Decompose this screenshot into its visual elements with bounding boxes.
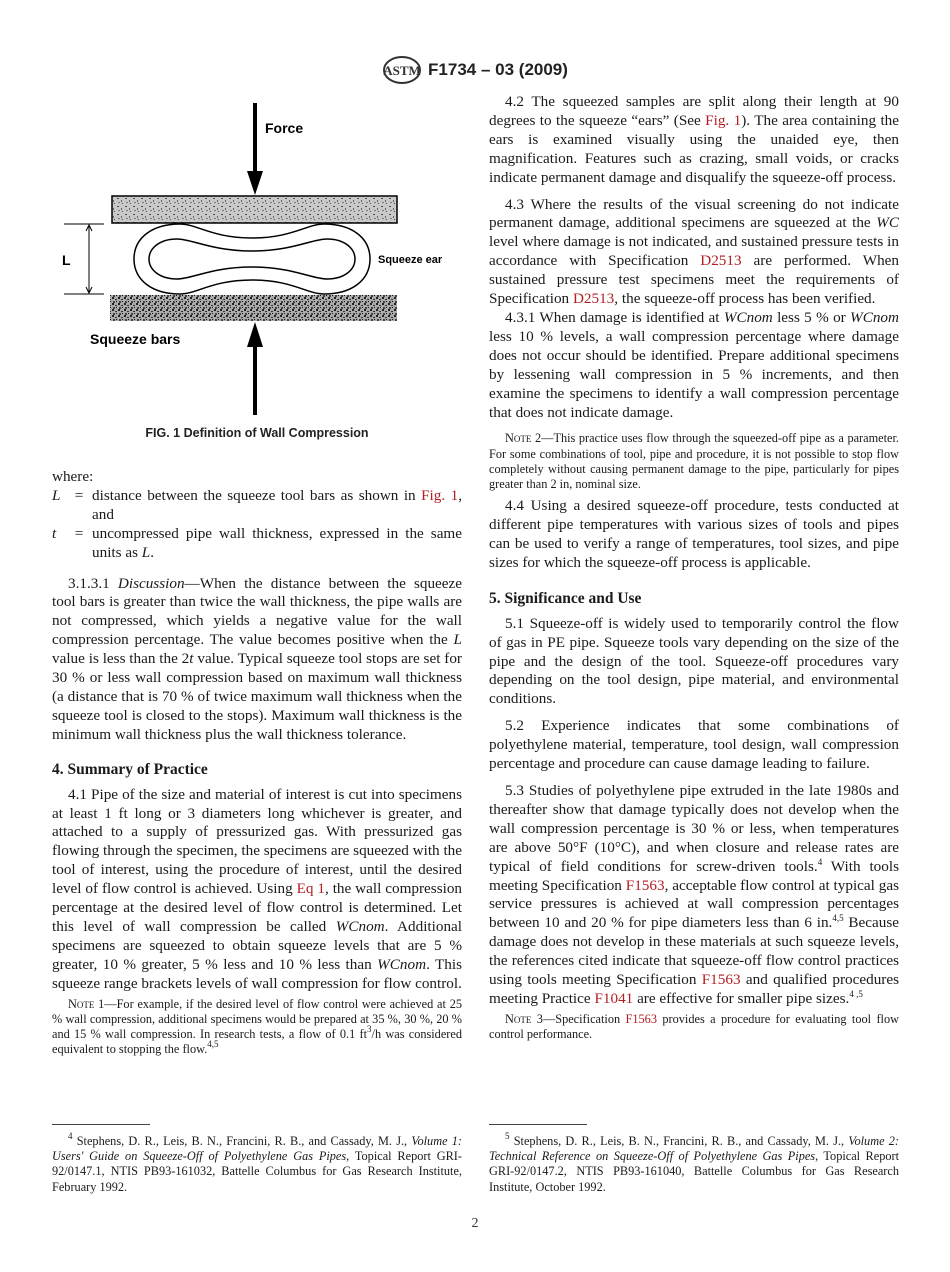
where-label: where: [52,468,94,485]
svg-text:Squeeze bars: Squeeze bars [90,331,181,347]
document-id: F1734 – 03 (2009) [428,60,568,79]
paragraph-5-2: 5.2 Experience indicates that some combinations of polyethylene material, temperature, tool design, wall compression percentage and procedure can cause damage leading to failure. [489,717,899,773]
left-column [52,93,462,1057]
definition-t: t = uncompressed pipe wall thickness, expressed in the same units as L. [52,524,462,561]
svg-text:Squeeze ear: Squeeze ear [378,254,443,266]
paragraph-5-3: 5.3 Studies of polyethylene pipe extruded in the late 1980s and thereafter show that damage typically does not develop when the wall compression percentage is 30 % or less, when temperatures are above 50°F (10°C), and when closure and release rates are typical of field conditions for screw-driven tools.$^4$ With tools meeting Specification F1563, acceptable flow control at typical gas service pressures is achieved at wall compression percentages between 10 and 20 % for pipe diameters less than 6 in.$^{4,5}$ Because damage does not develop in these materials at such squeeze levels, the references cited indicate that squeeze-off flow control practices using tools meeting Specification F1563 and qualified procedures meeting Practice F1041 are effective for smaller pipe sizes.$^{4 ,5}$ [489,782,900,1007]
section-4-heading: 4. Summary of Practice [52,760,208,778]
d2513-link[interactable]: D2513 [700,252,742,270]
eq1-link[interactable]: Eq 1 [296,880,325,898]
fig1-link[interactable]: Fig. 1 [705,111,742,129]
section-5-heading: 5. Significance and Use [489,589,642,607]
note-2: Note 2—This practice uses flow through the squeezed-off pipe as a parameter. For some combinations of tool, pipe and procedure, it is not possible to stop flow completely without causing permanent damage to the pipe, particularly for pipes greater than 2 in, nominal size. [489,431,899,492]
paragraph-5-1: 5.1 Squeeze-off is widely used to temporarily control the flow of gas in PE pipe. Squeeze tools vary depending on the size of the pipe and the design of the tool. Squeeze-off procedures vary depending on the tool design, pipe material, and environmental conditions. [489,614,899,708]
paragraph-3-1-3-1: 3.1.3.1 Discussion—When the distance between the squeeze tool bars is greater than twice the wall thickness, the pipe walls are not compressed, which yields a negative value for the wall compression percentage. The value becomes positive when the L value is less than the 2t value. Typical squeeze tool stops are set for 30 % or less wall compression based on maximum wall thickness (a distance that is 70 % of twice maximum wall thickness when the squeeze tool is closed to the stops). Maximum wall thickness is the minimum wall thickness plus the wall thickness tolerance. [52,574,463,743]
wall-compression-diagram [52,93,462,428]
footnote-4: $^4$ Stephens, D. R., Leis, B. N., Francini, R. B., and Cassady, M. J., Volume 1: Users' Guide on Squeeze-Off of Polyethylene Gas Pipes, Topical Report GRI-92/0147.1, NTIS PB93-161032, Battelle Columbus for Gas Research Institute, February 1992. [52,1131,462,1194]
svg-text:Force: Force [265,120,304,136]
paragraph-4-3-1: 4.3.1 When damage is identified at WCnom less 5 % or WCnom less 10 % levels, a wall compression percentage where damage does not occur should be identified. Prepare additional specimens by lessening wall compression in 5 % increments, and then examine the specimens to identify a wall compression percentage that does not indicate damage. [489,308,899,421]
f1563-link[interactable]: F1563 [625,876,665,894]
paragraph-4-4: 4.4 Using a desired squeeze-off procedure, tests conducted at different pipe temperatures with various sizes of tools and pipes can be used to verify a range of temperatures, tool sizes, and pipe sizes for which the squeeze-off process is applicable. [489,497,899,571]
paragraph-4-2: 4.2 The squeezed samples are split along their length at 90 degrees to the squeeze “ears” (See Fig. 1). The area containing the ears is examined visually using the unaided eye, then magnification. Features such as crazing, small voids, or cracks indicate permanent damage and disqualify the squeeze-off process. [489,93,899,186]
d2513-link[interactable]: D2513 [572,290,615,308]
right-column [489,93,899,1042]
page-header [0,55,950,90]
figure-caption: FIG. 1 Definition of Wall Compression [145,425,369,440]
force-arrow-down-icon [247,171,263,195]
astm-logo-icon [382,55,422,85]
f1563-link[interactable]: F1563 [701,971,741,989]
fig1-link[interactable]: Fig. 1 [421,486,459,504]
svg-text:L: L [62,252,71,268]
footnote-5: $^5$ Stephens, D. R., Leis, B. N., Francini, R. B., and Cassady, M. J., Volume 2: Technical Reference on Squeeze-Off of Polyethylene Gas Pipes, Topical Report GRI-92/0147.2, NTIS PB93-161040, Battelle Columbus for Gas Research Institute, October 1992. [489,1131,900,1194]
force-arrow-up-icon [247,322,263,347]
footnote-rule-right [489,1124,587,1125]
definition-L: L = distance between the squeeze tool bars as shown in Fig. 1, and [52,486,462,523]
page-number: 2 [471,1216,479,1231]
note-3: Note 3—Specification F1563 provides a procedure for evaluating tool flow control performance. [489,1011,899,1042]
f1041-link[interactable]: F1041 [594,989,634,1007]
figure-1 [52,93,462,438]
paragraph-4-3: 4.3 Where the results of the visual screening do not indicate permanent damage, additional specimens are squeezed at the WC level where damage is not indicated, and sustained pressure tests in accordance with Specification D2513 are performed. When sustained pressure test specimens meet the requirements of Specification D2513, the squeeze-off process has been verified. [489,195,899,308]
f1563-link[interactable]: F1563 [625,1011,657,1026]
note-1: Note 1—For example, if the desired level of flow control were achieved at 25 % wall compression, additional specimens would be prepared at 35 %, 30 %, 20 % and 15 % wall compression. In research tests, a flow of 0.1 $ft^3/h$ was considered equivalent to stopping the flow.$^{4,5}$ [52,996,462,1057]
paragraph-4-1: 4.1 Pipe of the size and material of interest is cut into specimens at least 1 ft long or 3 diameters long whichever is greater, and attached to a supply of pressurized gas. With pressurized gas flowing through the specimen, the specimens are squeezed with the tool of interest, using the procedure of interest, until the desired level of flow control is achieved. Using Eq 1, the wall compression percentage at the desired level of flow control is determined. Let this level of wall compression be called WCnom. Additional specimens are squeezed to obtain squeeze levels that are 5 % greater, 10 % greater, 5 % less and 10 % less than WCnom. This squeeze range brackets levels of wall compression for flow control. [52,785,463,992]
footnote-rule-left [52,1124,150,1125]
svg-text:ASTM: ASTM [383,63,421,78]
